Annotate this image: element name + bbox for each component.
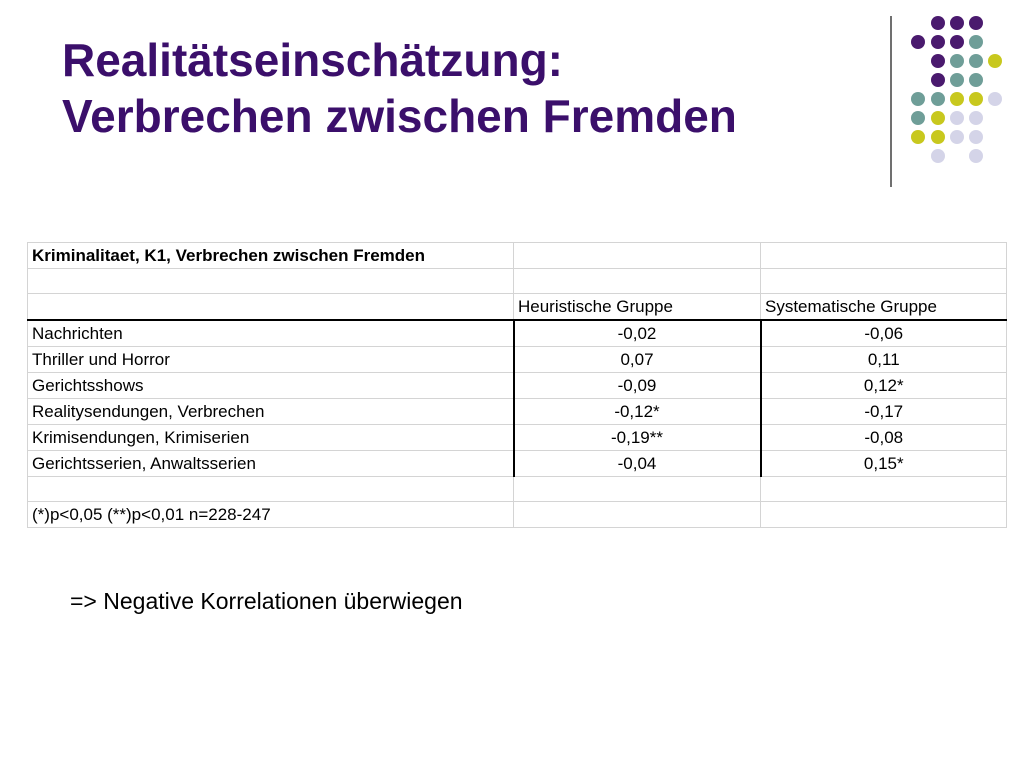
decorative-dot xyxy=(969,16,983,30)
row-label: Realitysendungen, Verbrechen xyxy=(28,399,514,425)
significance-footnote: (*)p<0,05 (**)p<0,01 n=228-247 xyxy=(28,502,514,528)
table-row xyxy=(28,399,1007,425)
table-cell-empty xyxy=(761,243,1007,269)
decorative-dot xyxy=(950,54,964,68)
decorative-dot xyxy=(950,35,964,49)
table-cell-empty xyxy=(514,502,761,528)
decorative-dot xyxy=(950,73,964,87)
table-row xyxy=(28,347,1007,373)
row-label: Krimisendungen, Krimiserien xyxy=(28,425,514,451)
decorative-dot xyxy=(950,130,964,144)
decorative-dot xyxy=(931,92,945,106)
table-spacer-row xyxy=(28,477,1007,502)
column-header-systematic: Systematische Gruppe xyxy=(761,294,1007,321)
table-cell-empty xyxy=(514,243,761,269)
decorative-dot xyxy=(911,92,925,106)
slide-title-line-1: Realitätseinschätzung: xyxy=(62,34,563,86)
table-header: Kriminalitaet, K1, Verbrechen zwischen Fremden xyxy=(28,243,514,269)
row-label: Gerichtsserien, Anwaltsserien xyxy=(28,451,514,477)
row-label: Nachrichten xyxy=(28,320,514,347)
table-cell-empty xyxy=(514,477,761,502)
table-spacer-row xyxy=(28,269,1007,294)
decorative-dot xyxy=(969,73,983,87)
table-cell-empty xyxy=(28,269,514,294)
decorative-dot xyxy=(931,149,945,163)
decorative-dot xyxy=(931,111,945,125)
systematic-value: 0,12* xyxy=(761,373,1007,399)
table-row xyxy=(28,425,1007,451)
slide-title-line-2: Verbrechen zwischen Fremden xyxy=(62,90,737,142)
systematic-value: -0,06 xyxy=(761,320,1007,347)
table-cell-empty xyxy=(761,269,1007,294)
decorative-dot xyxy=(950,16,964,30)
table-footnote-row xyxy=(28,502,1007,528)
table-row xyxy=(28,320,1007,347)
table-cell-empty xyxy=(28,294,514,321)
table-cell-empty xyxy=(28,477,514,502)
decorative-dot xyxy=(911,111,925,125)
decorative-dot xyxy=(969,54,983,68)
table-row xyxy=(28,373,1007,399)
decorative-dot xyxy=(969,35,983,49)
decorative-dot xyxy=(988,92,1002,106)
decorative-dot xyxy=(931,54,945,68)
table-header-row xyxy=(28,243,1007,269)
decorative-dot xyxy=(931,130,945,144)
decorative-dot xyxy=(931,73,945,87)
table-column-header-row xyxy=(28,294,1007,321)
slide-title xyxy=(62,32,737,144)
decorative-dot xyxy=(988,54,1002,68)
heuristic-value: -0,12* xyxy=(514,399,761,425)
conclusion-text: => Negative Korrelationen überwiegen xyxy=(70,588,463,614)
row-label: Gerichtsshows xyxy=(28,373,514,399)
heuristic-value: -0,02 xyxy=(514,320,761,347)
table-row xyxy=(28,451,1007,477)
systematic-value: 0,15* xyxy=(761,451,1007,477)
systematic-value: -0,17 xyxy=(761,399,1007,425)
heuristic-value: 0,07 xyxy=(514,347,761,373)
decorative-dot xyxy=(969,92,983,106)
decorative-dot xyxy=(911,35,925,49)
decorative-dot xyxy=(950,111,964,125)
decorative-divider xyxy=(890,16,892,187)
table-cell-empty xyxy=(761,477,1007,502)
decorative-dot xyxy=(969,130,983,144)
heuristic-value: -0,04 xyxy=(514,451,761,477)
systematic-value: 0,11 xyxy=(761,347,1007,373)
heuristic-value: -0,09 xyxy=(514,373,761,399)
correlation-table xyxy=(27,242,1007,528)
table-cell-empty xyxy=(514,269,761,294)
decorative-dot xyxy=(931,35,945,49)
decorative-dot xyxy=(911,130,925,144)
systematic-value: -0,08 xyxy=(761,425,1007,451)
column-header-heuristic: Heuristische Gruppe xyxy=(514,294,761,321)
decorative-dot xyxy=(931,16,945,30)
row-label: Thriller und Horror xyxy=(28,347,514,373)
table-cell-empty xyxy=(761,502,1007,528)
heuristic-value: -0,19** xyxy=(514,425,761,451)
decorative-dot xyxy=(969,149,983,163)
decorative-dot xyxy=(969,111,983,125)
decorative-dot xyxy=(950,92,964,106)
